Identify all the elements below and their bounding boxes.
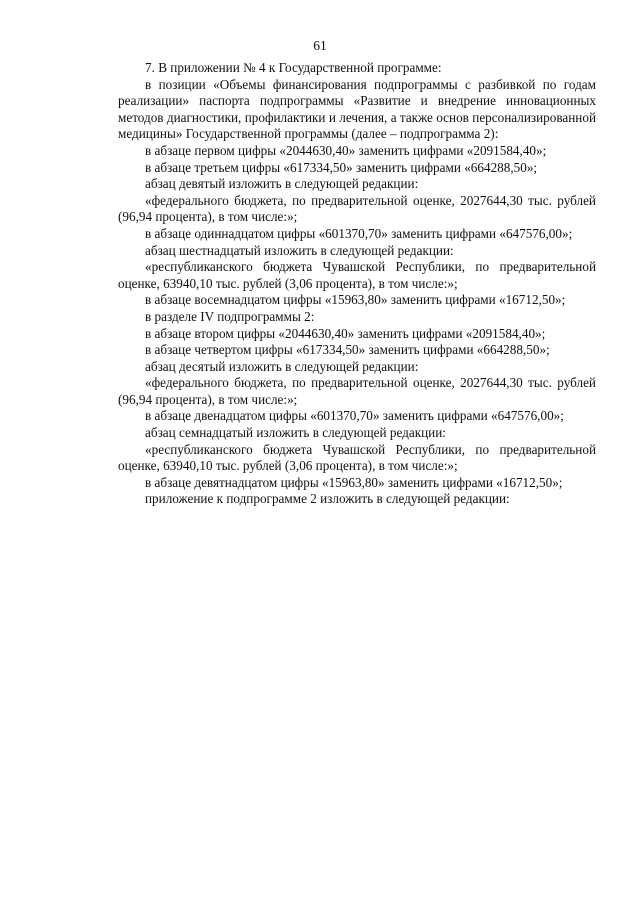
paragraph-nineteenth-abzats: в абзаце девятнадцатом цифры «15963,80» заменить цифрами «16712,50»; [145,474,563,490]
paragraph-financing-position: в позиции «Объемы финансирования подпрограммы с разбивкой по годам реализации» паспорта подпрограммы «Развитие и внедрение инновационных методов диагностики, профилактики и лечения, а также основ персонализированной медицины» Государственной программы (далее – подпрограмма 2): [118,76,596,142]
paragraph-first-abzats: в абзаце первом цифры «2044630,40» заменить цифрами «2091584,40»; [145,142,547,158]
paragraph-eighteenth-abzats: в абзаце восемнадцатом цифры «15963,80» заменить цифрами «16712,50»; [145,292,566,308]
paragraph-appendix-redaction: приложение к подпрограмме 2 изложить в следующей редакции: [145,491,510,507]
paragraph-third-abzats: в абзаце третьем цифры «617334,50» заменить цифрами «664288,50»; [145,159,538,175]
page-number: 61 [313,38,327,53]
paragraph-eleventh-abzats: в абзаце одиннадцатом цифры «601370,70» заменить цифрами «647576,00»; [145,225,573,241]
paragraph-sixteenth-abzats: абзац шестнадцатый изложить в следующей редакции: [145,242,454,258]
paragraph-second-abzats: в абзаце втором цифры «2044630,40» заменить цифрами «2091584,40»; [145,325,546,341]
paragraph-federal-budget-2: «федерального бюджета, по предварительной оценке, 2027644,30 тыс. рублей (96,94 процента), в том числе:»; [118,375,596,407]
paragraph-republic-budget: «республиканского бюджета Чувашской Республики, по предварительной оценке, 63940,10 тыс. рублей (3,06 процента), в том числе:»; [118,259,596,291]
document-body [118,60,596,508]
paragraph-twelfth-abzats: в абзаце двенадцатом цифры «601370,70» заменить цифрами «647576,00»; [145,408,564,424]
paragraph-ninth-abzats: абзац девятый изложить в следующей редакции: [145,176,419,192]
paragraph-tenth-abzats: абзац десятый изложить в следующей редакции: [145,358,419,374]
paragraph-section-iv: в разделе IV подпрограммы 2: [145,308,315,324]
paragraph-seventeenth-abzats: абзац семнадцатый изложить в следующей редакции: [145,425,446,441]
paragraph-republic-budget-2: «республиканского бюджета Чувашской Республики, по предварительной оценке, 63940,10 тыс. рублей (3,06 процента), в том числе:»; [118,441,596,474]
paragraph-fourth-abzats: в абзаце четвертом цифры «617334,50» заменить цифрами «664288,50»; [145,342,550,358]
paragraph-amendment-7: 7. В приложении № 4 к Государственной программе: [145,60,442,75]
paragraph-federal-budget: «федерального бюджета, по предварительной оценке, 2027644,30 тыс. рублей (96,94 процента), в том числе:»; [118,192,596,225]
